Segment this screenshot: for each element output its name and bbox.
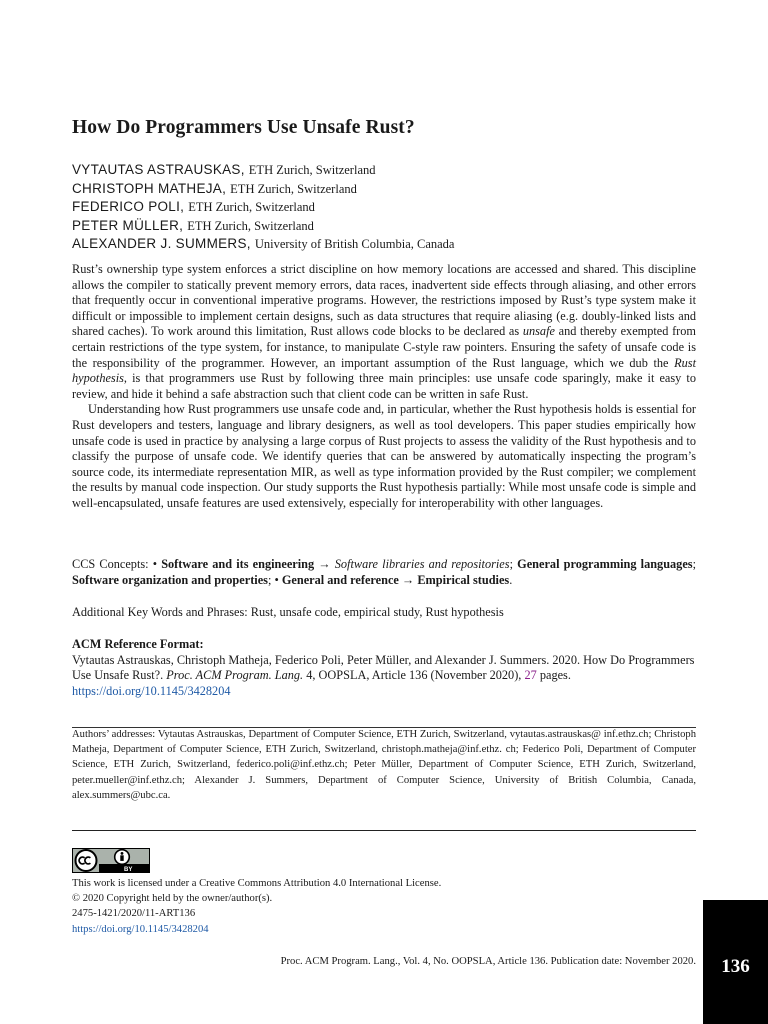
issn-line: 2475-1421/2020/11-ART136 bbox=[72, 908, 196, 920]
ccs-subconcept: Empirical studies bbox=[417, 572, 510, 587]
author-affiliation: ETH Zurich, Switzerland bbox=[188, 200, 315, 214]
author-affiliation: ETH Zurich, Switzerland bbox=[187, 218, 314, 233]
copyright-line: © 2020 Copyright held by the owner/author(s). bbox=[72, 893, 273, 905]
ccs-bullet: • bbox=[274, 572, 282, 587]
author-name: ALEXANDER J. SUMMERS, bbox=[72, 236, 251, 251]
authors-addresses: Authors’ addresses: Vytautas Astrauskas, Department of Computer Science, ETH Zurich, Switzerland, vytautas.astrauskas@ inf.ethz.ch; Christoph Matheja, Department of Computer Science, ETH Zurich, Switzerland, christoph.matheja@inf.ethz. ch; Federico Poli, Department of Computer Science, ETH Zurich, Switzerland, federico.poli@inf.ethz.ch; Peter Müller, Department of Computer Science, ETH Zurich, Switzerland, peter.mueller@inf.ethz.ch; Alexander J. Summers, Department of Computer Science, University of British Columbia, Canada, alex.summers@ubc.ca. bbox=[72, 729, 696, 801]
reference-text: Vytautas Astrauskas, Christoph Matheja, Federico Poli, Peter Müller, and Alexander J. Summers. 2020. How Do Programmers Use Unsafe Rust?. bbox=[72, 652, 695, 683]
ccs-subconcept: Software libraries and repositories bbox=[334, 557, 510, 571]
reference-text: 4, OOPSLA, Article 136 (November 2020), bbox=[303, 668, 525, 683]
reference-journal: Proc. ACM Program. Lang. bbox=[166, 668, 304, 683]
author-entry bbox=[72, 161, 696, 180]
abstract-text: and thereby exempted from certain restrictions of the type system, for instance, to manipulate C-style raw pointers. Ensuring the safety of unsafe code is the responsibility of the programmer. However, an important assumption of the Rust language, which we dub the bbox=[72, 324, 696, 370]
ccs-concept: Software organization and properties bbox=[72, 572, 268, 587]
author-entry bbox=[72, 198, 696, 217]
ccs-arrow: → bbox=[314, 557, 335, 571]
author-name: PETER MÜLLER, bbox=[72, 217, 184, 233]
ccs-separator: ; bbox=[267, 572, 275, 587]
page-number-tab bbox=[703, 900, 768, 1024]
author-entry bbox=[72, 217, 696, 236]
ccs-concept: General programming languages bbox=[517, 557, 693, 571]
author-entry bbox=[72, 180, 696, 199]
paper-title: How Do Programmers Use Unsafe Rust? bbox=[72, 117, 415, 138]
abstract-emphasis: unsafe bbox=[522, 324, 555, 339]
ccs-concept: Software and its engineering bbox=[161, 557, 315, 571]
abstract-text: Rust’s ownership type system enforces a strict discipline on how memory locations are accessed and shared. This discipline allows the compiler to statically prevent memory errors, data races, inadvertent side effects through aliasing, and other errors that frequently occur in conventional imperative programs. However, the restrictions imposed by Rust’s type system make it difficult or impossible to implement certain designs, such as data structures that require aliasing (e.g. doubly-linked lists and shared caches). To work around this limitation, Rust allows code blocks to be declared as bbox=[72, 262, 696, 339]
cc-by-text: BY bbox=[124, 867, 133, 873]
license-doi-link[interactable]: https://doi.org/10.1145/3428204 bbox=[72, 923, 209, 935]
doi-link[interactable]: https://doi.org/10.1145/3428204 bbox=[72, 683, 231, 698]
keywords: Additional Key Words and Phrases: Rust, unsafe code, empirical study, Rust hypothesis bbox=[72, 605, 504, 619]
license-line: This work is licensed under a Creative Commons Attribution 4.0 International License. bbox=[72, 878, 442, 889]
author-list bbox=[72, 161, 696, 254]
ccs-end: . bbox=[509, 572, 513, 587]
author-name: VYTAUTAS ASTRAUSKAS, bbox=[72, 162, 245, 177]
author-name: CHRISTOPH MATHEJA, bbox=[72, 180, 227, 196]
reference-text: pages. bbox=[536, 668, 571, 683]
running-footer: Proc. ACM Program. Lang., Vol. 4, No. OOPSLA, Article 136. Publication date: November 2020. bbox=[280, 956, 696, 967]
page-count-link[interactable]: 27 bbox=[524, 668, 537, 683]
abstract-text: , is that programmers use Rust by following three main principles: use unsafe code sparingly, make it easy to review, and hide it behind a safe abstraction such that client code can be written in safe Rust. bbox=[72, 371, 696, 401]
abstract-emphasis: Rust hypothesis bbox=[72, 355, 696, 386]
acm-reference-text bbox=[72, 653, 696, 684]
acm-reference-heading: ACM Reference Format: bbox=[72, 637, 204, 651]
creative-commons-by-icon[interactable] bbox=[72, 848, 150, 878]
author-name: FEDERICO POLI, bbox=[72, 199, 185, 214]
ccs-separator: ; bbox=[509, 557, 518, 571]
ccs-concept: General and reference bbox=[281, 572, 399, 587]
license-rule bbox=[72, 830, 696, 831]
abstract-paragraph-2: Understanding how Rust programmers use unsafe code and, in particular, whether the Rust hypothesis holds is essential for Rust developers and testers, language and library designers, as well as tool developers. This paper studies empirically how unsafe code is used in practice by analysing a large corpus of Rust projects to assess the validity of the Rust hypothesis and to classify the purpose of unsafe code. We identify queries that can be answered by automatically inspecting the program’s source code, its intermediate representation MIR, as well as type information provided by the Rust compiler; we complement the results by manual code inspection. Our study supports the Rust hypothesis partially: While most unsafe code is simple and well-encapsulated, unsafe features are used extensively, especially for interoperability with other languages. bbox=[72, 402, 696, 510]
ccs-label: CCS Concepts: bbox=[72, 557, 153, 571]
acm-reference bbox=[72, 637, 696, 699]
abstract bbox=[72, 262, 696, 512]
ccs-concepts bbox=[72, 557, 696, 589]
page-number: 136 bbox=[721, 956, 750, 977]
author-affiliation: University of British Columbia, Canada bbox=[254, 237, 455, 251]
cc-by-badge-graphic bbox=[72, 848, 150, 873]
abstract-paragraph-1 bbox=[72, 262, 696, 402]
author-affiliation: ETH Zurich, Switzerland bbox=[248, 163, 376, 177]
author-entry bbox=[72, 235, 696, 254]
author-affiliation: ETH Zurich, Switzerland bbox=[230, 181, 357, 196]
license-block bbox=[72, 876, 696, 937]
ccs-bullet: • bbox=[152, 557, 162, 571]
ccs-arrow: → bbox=[398, 572, 418, 587]
ccs-separator: ; bbox=[692, 557, 697, 571]
